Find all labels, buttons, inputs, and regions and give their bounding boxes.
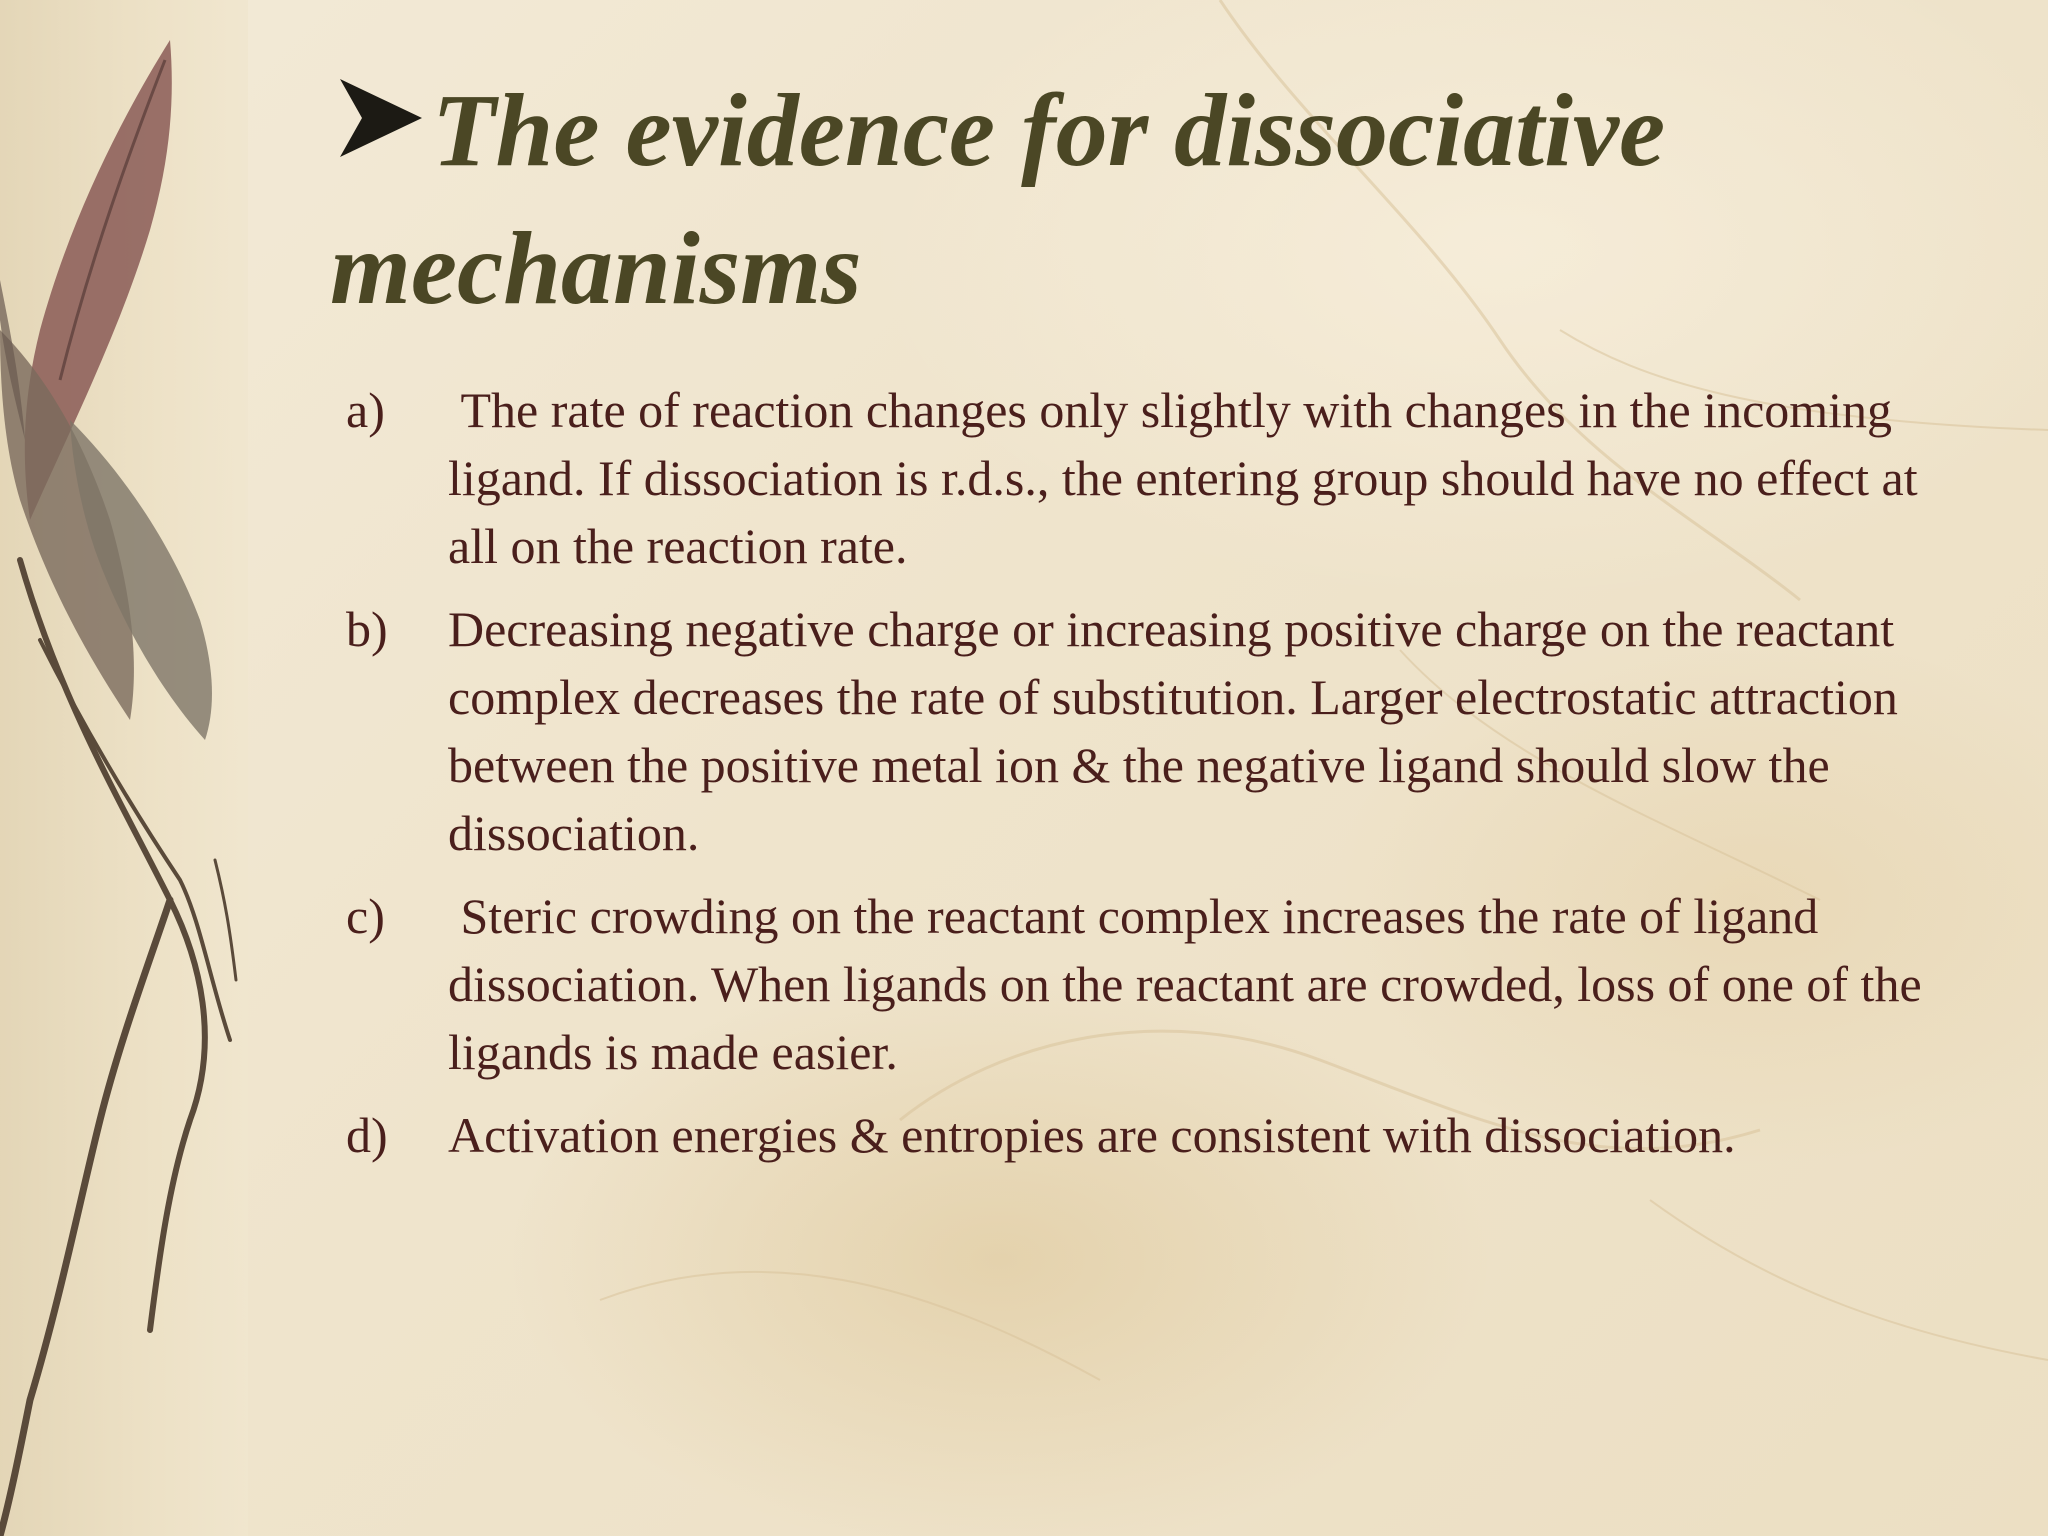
list-item — [336, 882, 1956, 1086]
slide-title-text: The evidence for dissociative mechanisms — [330, 73, 1666, 326]
list-item-marker: c) — [346, 888, 385, 944]
list-item-marker: b) — [346, 601, 388, 657]
evidence-list — [336, 376, 1956, 1184]
leaf-branch-illustration — [0, 0, 260, 1536]
list-item-marker: a) — [346, 382, 385, 438]
list-item — [336, 595, 1956, 867]
list-item — [336, 376, 1956, 580]
list-item — [336, 1101, 1956, 1169]
list-item-text: Activation energies & entropies are consistent with dissociation. — [448, 1107, 1736, 1163]
list-item-text: The rate of reaction changes only slightly with changes in the incoming ligand. If dissociation is r.d.s., the entering group should have no effect at all on the reaction rate. — [448, 382, 1931, 574]
slide-title — [330, 62, 1890, 338]
arrowhead-bullet-icon — [336, 73, 426, 163]
list-item-text: Decreasing negative charge or increasing positive charge on the reactant complex decreases the rate of substitution. Larger electrostatic attraction between the positive metal ion & the negative ligand should slow the dissociation. — [448, 601, 1898, 861]
list-item-marker: d) — [346, 1107, 388, 1163]
list-item-text: Steric crowding on the reactant complex increases the rate of ligand dissociation. When ligands on the reactant are crowded, loss of one of the ligands is made easier. — [448, 888, 1935, 1080]
